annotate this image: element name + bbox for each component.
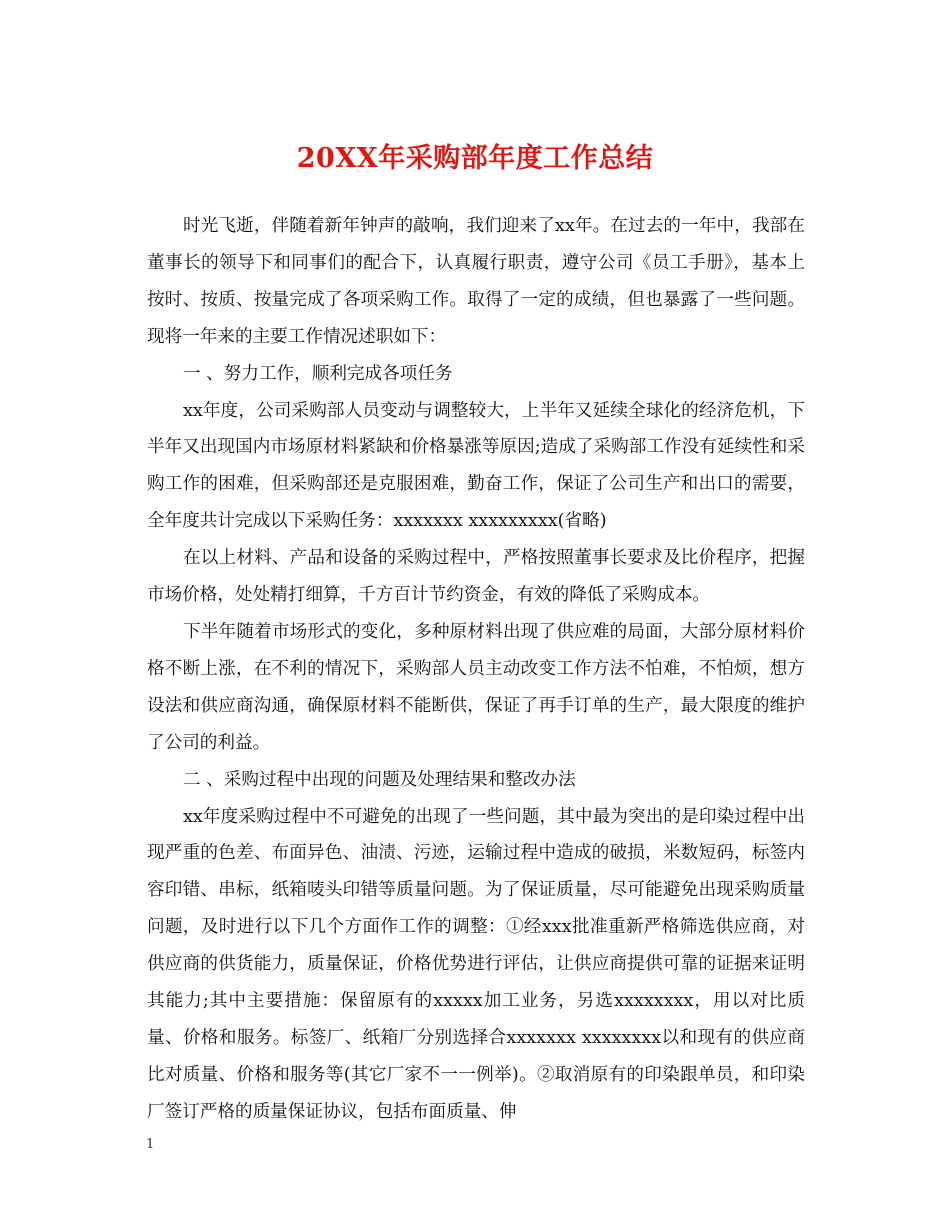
paragraph: 下半年随着市场形式的变化，多种原材料出现了供应难的局面，大部分原材料价格不断上涨，在不利的情况下，采购部人员主动改变工作方法不怕难，不怕烦，想方设法和供应商沟通，确保原材料不能断供，保证了再手订单的生产，最大限度的维护了公司的利益。 bbox=[147, 621, 805, 753]
document-body bbox=[147, 208, 805, 1131]
section-heading-2: 二 、采购过程中出现的问题及处理结果和整改办法 bbox=[183, 769, 576, 790]
paragraph-intro: 时光飞逝，伴随着新年钟声的敲响，我们迎来了xx年。在过去的一年中，我部在董事长的领导下和同事们的配合下，认真履行职责，遵守公司《员工手册》，基本上按时、按质、按量完成了各项采购工作。取得了一定的成绩，但也暴露了一些问题。现将一年来的主要工作情况述职如下： bbox=[147, 216, 805, 347]
paragraph: 在以上材料、产品和设备的采购过程中，严格按照董事长要求及比价程序，把握市场价格，处处精打细算，千方百计节约资金，有效的降低了采购成本。 bbox=[147, 548, 805, 606]
paragraph: xx年度，公司采购部人员变动与调整较大，上半年又延续全球化的经济危机，下半年又出现国内市场原材料紧缺和价格暴涨等原因;造成了采购部工作没有延续性和采购工作的困难，但采购部还是克服困难，勤奋工作，保证了公司生产和出口的需要，全年度共计完成以下采购任务：xxxxxxx xxxxxxxxx(省略) bbox=[147, 400, 805, 532]
page-number: 1 bbox=[146, 1137, 155, 1152]
document-title: 20XX年采购部年度工作总结 bbox=[296, 143, 654, 174]
section-heading-1: 一 、努力工作，顺利完成各项任务 bbox=[183, 363, 453, 384]
paragraph: xx年度采购过程中不可避免的出现了一些问题，其中最为突出的是印染过程中出现严重的色差、布面异色、油渍、污迹，运输过程中造成的破损，米数短码，标签内容印错、串标，纸箱唛头印错等质量问题。为了保证质量，尽可能避免出现采购质量问题，及时进行以下几个方面作工作的调整：①经xxx批准重新严格筛选供应商，对供应商的供货能力，质量保证，价格优势进行评估，让供应商提供可靠的证据来证明其能力;其中主要措施：保留原有的xxxxx加工业务，另选xxxxxxxx，用以对比质量、价格和服务。标签厂、纸箱厂分别选择合xxxxxxx xxxxxxxx以和现有的供应商比对质量、价格和服务等(其它厂家不一一例举)。②取消原有的印染跟单员，和印染厂签订严格的质量保证协议，包括布面质量、伸 bbox=[147, 806, 805, 1122]
